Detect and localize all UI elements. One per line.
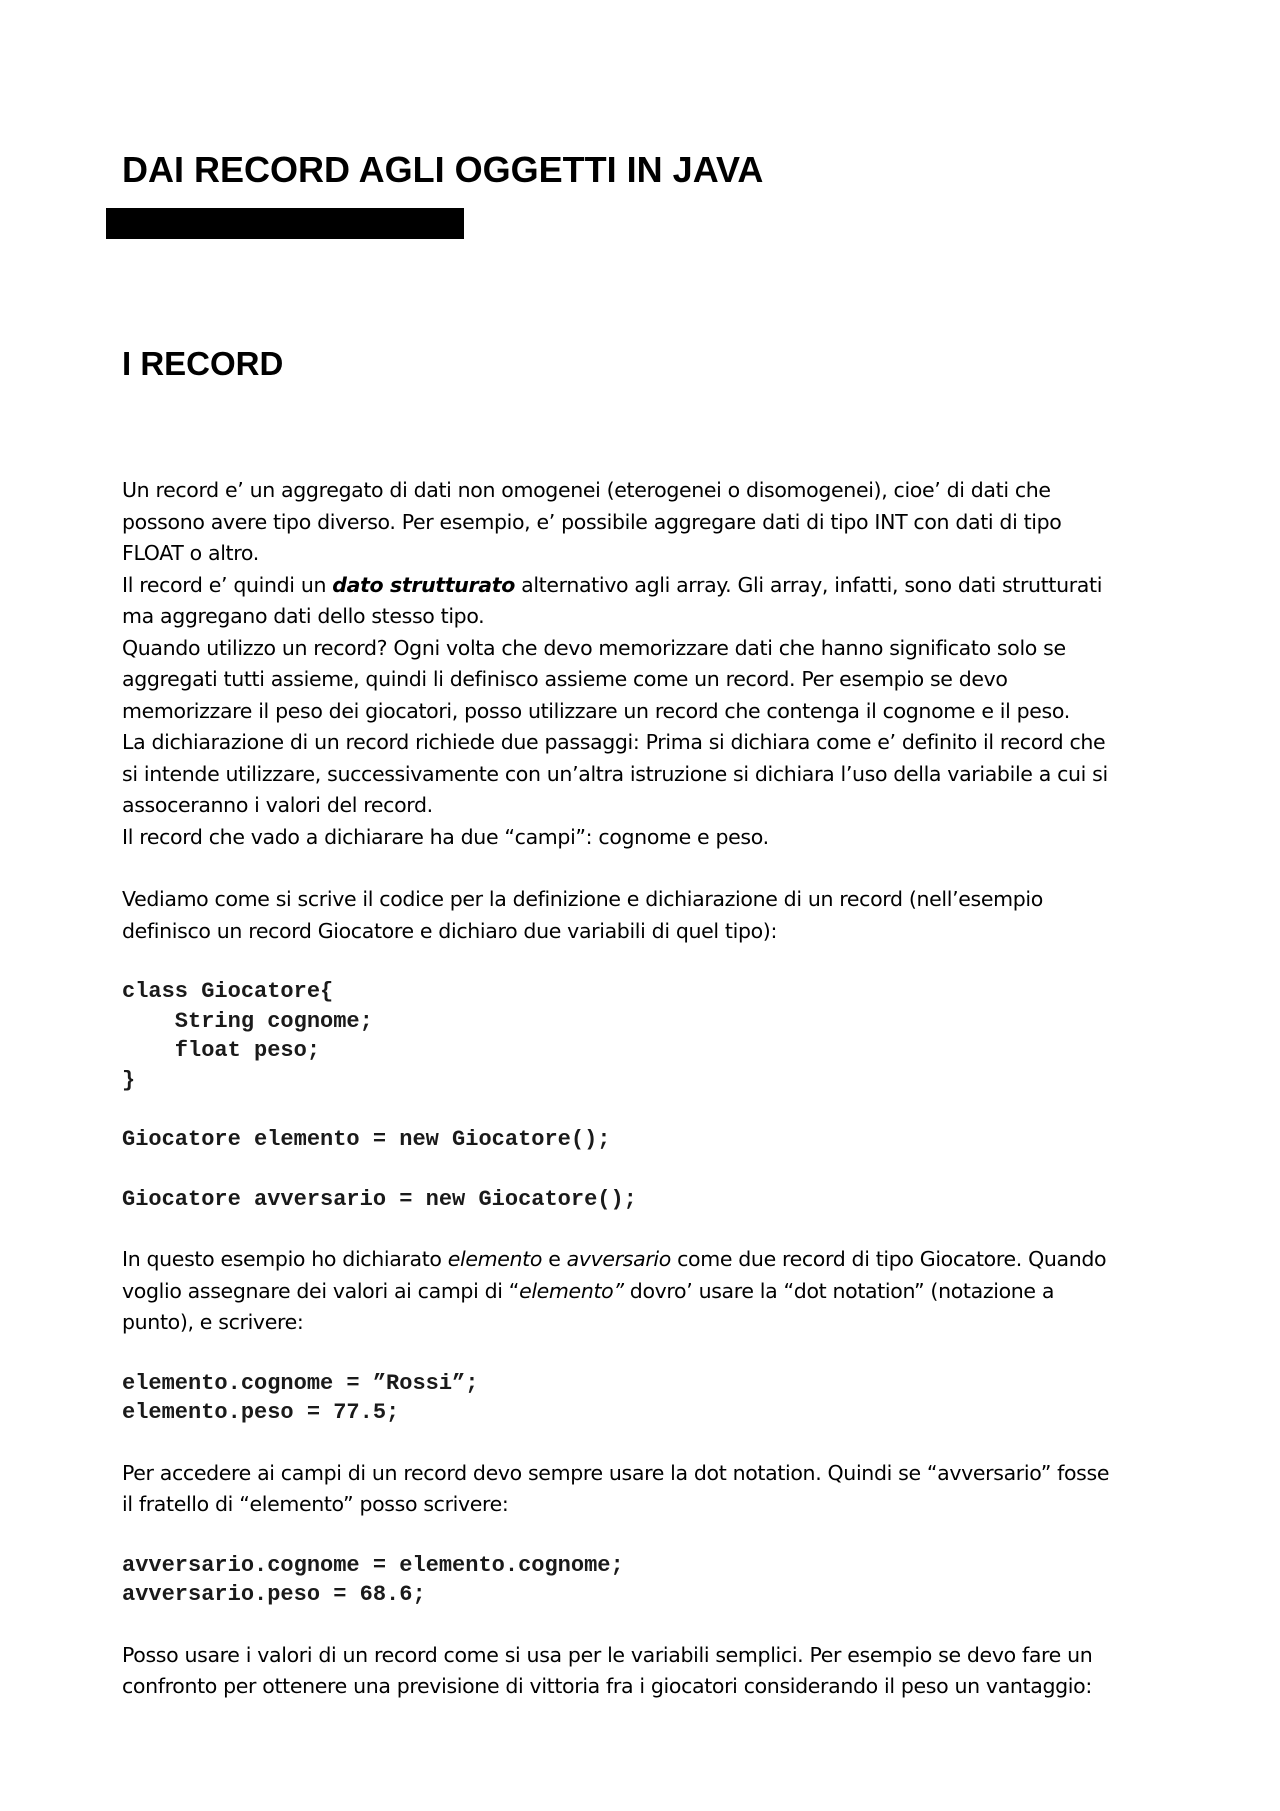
- emphasis-text: elemento: [447, 1247, 543, 1271]
- text-run: Il record e’ quindi un: [122, 572, 333, 597]
- code-line: avversario.peso = 68.6;: [122, 1582, 426, 1607]
- paragraph-line: La dichiarazione di un record richiede due passaggi: Prima si dichiara come e’ definito il record che: [122, 730, 1106, 754]
- document-title: DAI RECORD AGLI OGGETTI IN JAVA: [122, 149, 764, 190]
- text-run: dovro’ usare la “dot notation” (notazione a: [623, 1278, 1055, 1303]
- document-body: [122, 475, 1172, 1703]
- paragraph-line: memorizzare il peso dei giocatori, posso utilizzare un record che contenga il cognome e il peso.: [122, 698, 1070, 723]
- section-title: I RECORD: [122, 345, 284, 382]
- title-underline-bar: [106, 208, 464, 239]
- code-line: }: [122, 1067, 136, 1093]
- code-line: Giocatore elemento = new Giocatore();: [122, 1127, 611, 1152]
- code-line: Giocatore avversario = new Giocatore();: [122, 1186, 637, 1212]
- paragraph-line: FLOAT o altro.: [122, 541, 259, 565]
- code-line: elemento.cognome = ”Rossi”;: [122, 1370, 479, 1396]
- paragraph-line: Il record che vado a dichiarare ha due “campi”: cognome e peso.: [122, 824, 769, 849]
- paragraph-line: il fratello di “elemento” posso scrivere:: [122, 1492, 509, 1516]
- text-run: In questo esempio ho dichiarato: [122, 1247, 448, 1271]
- paragraph-line: [122, 1244, 1172, 1276]
- code-block-class: [122, 977, 1172, 1095]
- paragraph-line: [122, 1276, 1172, 1308]
- text-run: alternativo agli array. Gli array, infatti, sono dati strutturati: [514, 572, 1103, 597]
- paragraph-line: Vediamo come si scrive il codice per la definizione e dichiarazione di un record (nell’esempio: [122, 887, 1043, 911]
- text-run: come due record di tipo Giocatore. Quando: [670, 1247, 1107, 1271]
- code-line: float peso;: [122, 1038, 321, 1063]
- code-block-copy: [122, 1551, 1172, 1610]
- paragraph-line: Quando utilizzo un record? Ogni volta che devo memorizzare dati che hanno significato solo se: [122, 635, 1066, 660]
- paragraph-line: Posso usare i valori di un record come si usa per le variabili semplici. Per esempio se devo fare un: [122, 1642, 1093, 1667]
- code-line: avversario.cognome = elemento.cognome;: [122, 1552, 624, 1578]
- paragraph-line: aggregati tutti assieme, quindi li definisco assieme come un record. Per esempio se devo: [122, 667, 1008, 691]
- paragraph-line: Un record e’ un aggregato di dati non omogenei (eterogenei o disomogenei), cioe’ di dati che: [122, 478, 1051, 502]
- paragraph-line: possono avere tipo diverso. Per esempio, e’ possibile aggregare dati di tipo INT con dati di tipo: [122, 509, 1062, 534]
- paragraph-line: si intende utilizzare, successivamente con un’altra istruzione si dichiara l’uso della variabile a cui si: [122, 761, 1108, 786]
- text-run: voglio assegnare dei valori ai campi di “: [122, 1278, 520, 1303]
- paragraph-line: definisco un record Giocatore e dichiaro due variabili di quel tipo):: [122, 918, 778, 943]
- code-block-assign: [122, 1369, 1172, 1428]
- paragraph-line: assoceranno i valori del record.: [122, 793, 433, 817]
- code-line: String cognome;: [122, 1008, 373, 1034]
- paragraph-line: ma aggregano dati dello stesso tipo.: [122, 604, 485, 628]
- emphasis-text: dato strutturato: [332, 572, 515, 597]
- code-line: class Giocatore{: [122, 979, 334, 1004]
- code-line: elemento.peso = 77.5;: [122, 1400, 400, 1425]
- paragraph-line: punto), e scrivere:: [122, 1310, 304, 1334]
- text-run: e: [542, 1247, 567, 1271]
- emphasis-text: elemento”: [519, 1278, 624, 1303]
- paragraph-line: Per accedere ai campi di un record devo sempre usare la dot notation. Quindi se “avversario” fosse: [122, 1460, 1110, 1485]
- paragraph-line: confronto per ottenere una previsione di vittoria fra i giocatori considerando il peso un vantaggio:: [122, 1674, 1092, 1698]
- emphasis-text: avversario: [566, 1247, 671, 1271]
- paragraph-line: [122, 570, 1172, 602]
